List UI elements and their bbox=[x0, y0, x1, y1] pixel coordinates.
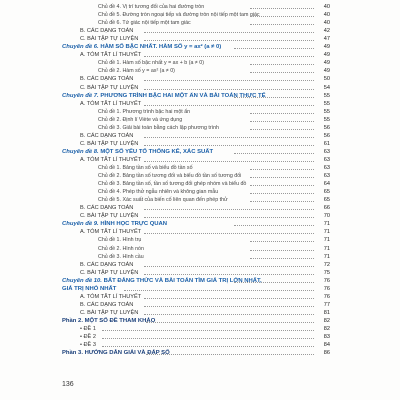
dot-leader bbox=[144, 105, 314, 106]
toc-page-number: 55 bbox=[323, 92, 330, 99]
chapter-number: Chuyên đề 8. bbox=[62, 148, 101, 155]
toc-entry-text: A. TÓM TẮT LÍ THUYẾT bbox=[80, 229, 142, 236]
dot-leader bbox=[144, 266, 314, 267]
dot-leader bbox=[144, 56, 314, 57]
dot-leader bbox=[144, 298, 314, 299]
dot-leader bbox=[144, 209, 314, 210]
dot-leader bbox=[250, 16, 314, 17]
toc-page-number: 49 bbox=[323, 68, 330, 75]
dot-leader bbox=[250, 193, 314, 194]
dot-leader bbox=[234, 225, 314, 226]
toc-page-number: 72 bbox=[323, 261, 330, 268]
chapter-number: Chuyên đề 6. bbox=[62, 44, 101, 51]
dot-leader bbox=[146, 354, 314, 355]
page-number: 136 bbox=[62, 381, 74, 388]
chapter-title: MỘT SỐ YẾU TỐ THỐNG KÊ, XÁC SUẤT bbox=[100, 148, 214, 155]
dot-leader bbox=[144, 89, 314, 90]
toc-entry-text: GIÁ TRỊ NHỎ NHẤT bbox=[62, 285, 117, 292]
dot-leader bbox=[250, 24, 314, 25]
toc-entry-text: • ĐỀ 1 bbox=[80, 326, 96, 332]
toc-page-number: 71 bbox=[323, 237, 330, 244]
toc-page-number: 63 bbox=[323, 156, 330, 163]
chapter-number: Chuyên đề 7. bbox=[62, 92, 101, 99]
dot-leader bbox=[144, 80, 314, 81]
toc-page-number: 82 bbox=[323, 317, 330, 324]
dot-leader bbox=[144, 161, 314, 162]
toc-page-number: 55 bbox=[323, 116, 330, 123]
toc-page-number: 66 bbox=[323, 205, 330, 212]
dot-leader bbox=[250, 201, 314, 202]
toc-entry-text: Chủ đề 1. Phương trình bậc hai một ẩn bbox=[98, 108, 191, 115]
toc-entry-text: Chủ đề 1. Bảng tần số và biểu đồ tần số bbox=[98, 165, 193, 171]
toc-entry-text: C. BÀI TẬP TỰ LUYỆN bbox=[80, 269, 139, 276]
toc-entry-text: Chủ đề 4. Phép thử ngẫu nhiên và không gian mẫu bbox=[98, 189, 219, 196]
dot-leader bbox=[250, 113, 314, 114]
dot-leader bbox=[250, 185, 314, 186]
toc-page-number: 70 bbox=[323, 213, 330, 220]
toc-page-number: 42 bbox=[323, 28, 330, 35]
toc-entry-text: A. TÓM TẮT LÍ THUYẾT bbox=[80, 100, 142, 107]
toc-page-number: 71 bbox=[323, 221, 330, 228]
toc-page-number: 84 bbox=[323, 342, 330, 349]
toc-entry-text: B. CÁC DẠNG TOÁN bbox=[80, 205, 134, 212]
toc-entry-text: A. TÓM TẮT LÍ THUYẾT bbox=[80, 293, 142, 300]
toc-entry-text: B. CÁC DẠNG TOÁN bbox=[80, 28, 134, 35]
toc-entry-text: Chủ đề 2. Định lí Viète và ứng dụng bbox=[98, 116, 183, 123]
dot-leader bbox=[102, 338, 314, 339]
toc-entry-text: Chủ đề 1. Hàm số bậc nhất y = ax + b (a ≠ 0) bbox=[98, 60, 204, 67]
dot-leader bbox=[250, 121, 314, 122]
toc-entry-text: A. TÓM TẮT LÍ THUYẾT bbox=[80, 156, 142, 163]
toc-page-number: 64 bbox=[323, 181, 330, 188]
toc-page-number: 63 bbox=[323, 173, 330, 180]
toc-entry-text: • ĐỀ 2 bbox=[80, 334, 96, 341]
toc-entry-text: Chủ đề 2. Hàm số y = ax² (a ≠ 0) bbox=[98, 68, 175, 75]
dot-leader bbox=[234, 97, 314, 98]
dot-leader bbox=[250, 250, 314, 251]
toc-page-number: 81 bbox=[323, 309, 330, 316]
toc-entry-text: Chủ đề 4. Vị trí tương đối của hai đường tròn bbox=[98, 4, 205, 10]
chapter-title: HÀM SỐ BẬC NHẤT. HÀM SỐ y = ax² (a ≠ 0) bbox=[100, 44, 222, 51]
toc-page-number: 56 bbox=[323, 124, 330, 131]
chapter-number: Chuyên đề 9. bbox=[62, 221, 101, 228]
dot-leader bbox=[250, 241, 314, 242]
toc-page-number: 49 bbox=[323, 60, 330, 67]
toc-page-number: 86 bbox=[323, 350, 330, 357]
toc-entry-text: C. BÀI TẬP TỰ LUYỆN bbox=[80, 84, 139, 91]
toc-page-number: 54 bbox=[323, 84, 330, 91]
toc-page-number: 40 bbox=[323, 4, 330, 10]
toc-entry-text: Phần 2. MỘT SỐ ĐỀ THAM KHẢO bbox=[62, 317, 156, 324]
toc-entry-text: B. CÁC DẠNG TOÁN bbox=[80, 301, 134, 308]
toc-page-number: 49 bbox=[323, 44, 330, 51]
toc-entry-text: Chủ đề 2. Hình nón bbox=[98, 245, 144, 252]
chapter-title: PHƯƠNG TRÌNH BẬC HAI MỘT ẨN VÀ BÀI TOÁN THỰC TẾ bbox=[100, 92, 266, 99]
toc-entry-text: Chủ đề 5. Đường tròn ngoại tiếp và đường tròn nội tiếp một tam giác bbox=[98, 12, 260, 19]
toc-entry-text: Chủ đề 5. Xác suất của biến cố liên quan đến phép thử bbox=[98, 197, 228, 204]
toc-entry-text: C. BÀI TẬP TỰ LUYỆN bbox=[80, 140, 139, 147]
dot-leader bbox=[234, 48, 314, 49]
toc-page-number: 82 bbox=[323, 326, 330, 332]
toc-page-number: 55 bbox=[323, 100, 330, 107]
dot-leader bbox=[144, 40, 314, 41]
toc-entry-text: Chủ đề 1. Hình trụ bbox=[98, 237, 142, 244]
toc-entry-text: Chủ đề 6. Tứ giác nội tiếp một tam giác bbox=[98, 20, 191, 27]
dot-leader bbox=[250, 129, 314, 130]
dot-leader bbox=[250, 64, 314, 65]
toc-page-number: 71 bbox=[323, 229, 330, 236]
toc-entry-text: B. CÁC DẠNG TOÁN bbox=[80, 261, 134, 268]
toc-entry-text: B. CÁC DẠNG TOÁN bbox=[80, 76, 134, 83]
toc-entry-text: Chủ đề 3. Bảng tần số, tần số tương đối ghép nhóm và biểu đồ bbox=[98, 181, 247, 188]
chapter-number: Chuyên đề 10. bbox=[62, 277, 104, 284]
toc-page-number: 63 bbox=[323, 148, 330, 155]
toc-page-number: 71 bbox=[323, 253, 330, 260]
toc-page-number: 40 bbox=[323, 20, 330, 27]
toc-entry-text: Chủ đề 3. Hình cầu bbox=[98, 253, 144, 260]
chapter-title: BẤT ĐẲNG THỨC VÀ BÀI TOÁN TÌM GIÁ TRỊ LỚN NHẤT, bbox=[103, 277, 262, 284]
dot-leader bbox=[102, 346, 314, 347]
toc-page-number: 83 bbox=[323, 334, 330, 341]
toc-entry-text: C. BÀI TẬP TỰ LUYỆN bbox=[80, 213, 139, 220]
dot-leader bbox=[144, 314, 314, 315]
toc-page-number: 47 bbox=[323, 36, 330, 43]
toc-entry-text: C. BÀI TẬP TỰ LUYỆN bbox=[80, 36, 139, 43]
toc-page-number: 77 bbox=[323, 301, 330, 308]
dot-leader bbox=[102, 330, 314, 331]
dot-leader bbox=[250, 169, 314, 170]
dot-leader bbox=[144, 32, 314, 33]
toc-entry-text: B. CÁC DẠNG TOÁN bbox=[80, 132, 134, 139]
toc-page-number: 76 bbox=[323, 293, 330, 300]
toc-page-number: 65 bbox=[323, 189, 330, 196]
toc-entry-text: Chủ đề 2. Bảng tần số tương đối và biểu đồ tần số tương đối bbox=[98, 173, 242, 180]
toc-page-number: 76 bbox=[323, 285, 330, 292]
toc-page-number: 75 bbox=[323, 269, 330, 276]
toc-entry-text: Phần 3. HƯỚNG DẪN GIẢI VÀ ĐÁP SỐ bbox=[62, 350, 170, 357]
dot-leader bbox=[234, 153, 314, 154]
dot-leader bbox=[144, 145, 314, 146]
toc-page-number: 76 bbox=[323, 277, 330, 284]
dot-leader bbox=[144, 137, 314, 138]
dot-leader bbox=[124, 290, 314, 291]
dot-leader bbox=[144, 306, 314, 307]
toc-entry-text: C. BÀI TẬP TỰ LUYỆN bbox=[80, 309, 139, 316]
toc-page-number: 65 bbox=[323, 197, 330, 204]
toc-entry-part bbox=[0, 349, 400, 358]
toc-entry-text: • ĐỀ 3 bbox=[80, 342, 96, 349]
dot-leader bbox=[250, 258, 314, 259]
toc-page-number: 50 bbox=[323, 76, 330, 83]
dot-leader bbox=[250, 177, 314, 178]
dot-leader bbox=[250, 8, 314, 9]
toc-page-number: 71 bbox=[323, 245, 330, 252]
toc-page-number: 49 bbox=[323, 52, 330, 59]
chapter-title: HÌNH HỌC TRỰC QUAN bbox=[100, 221, 168, 228]
toc-page-number: 61 bbox=[323, 140, 330, 147]
dot-leader bbox=[144, 274, 314, 275]
toc-page-number: 56 bbox=[323, 132, 330, 139]
toc-entry-text: Chủ đề 3. Giải bài toán bằng cách lập phương trình bbox=[98, 124, 219, 131]
toc-page-number: 63 bbox=[323, 165, 330, 171]
toc-page-number: 55 bbox=[323, 108, 330, 115]
dot-leader bbox=[144, 233, 314, 234]
dot-leader bbox=[144, 217, 314, 218]
toc-entry-text: A. TÓM TẮT LÍ THUYẾT bbox=[80, 52, 142, 59]
dot-leader bbox=[146, 322, 314, 323]
dot-leader bbox=[250, 72, 314, 73]
toc-page-number: 40 bbox=[323, 12, 330, 19]
dot-leader bbox=[234, 282, 314, 283]
